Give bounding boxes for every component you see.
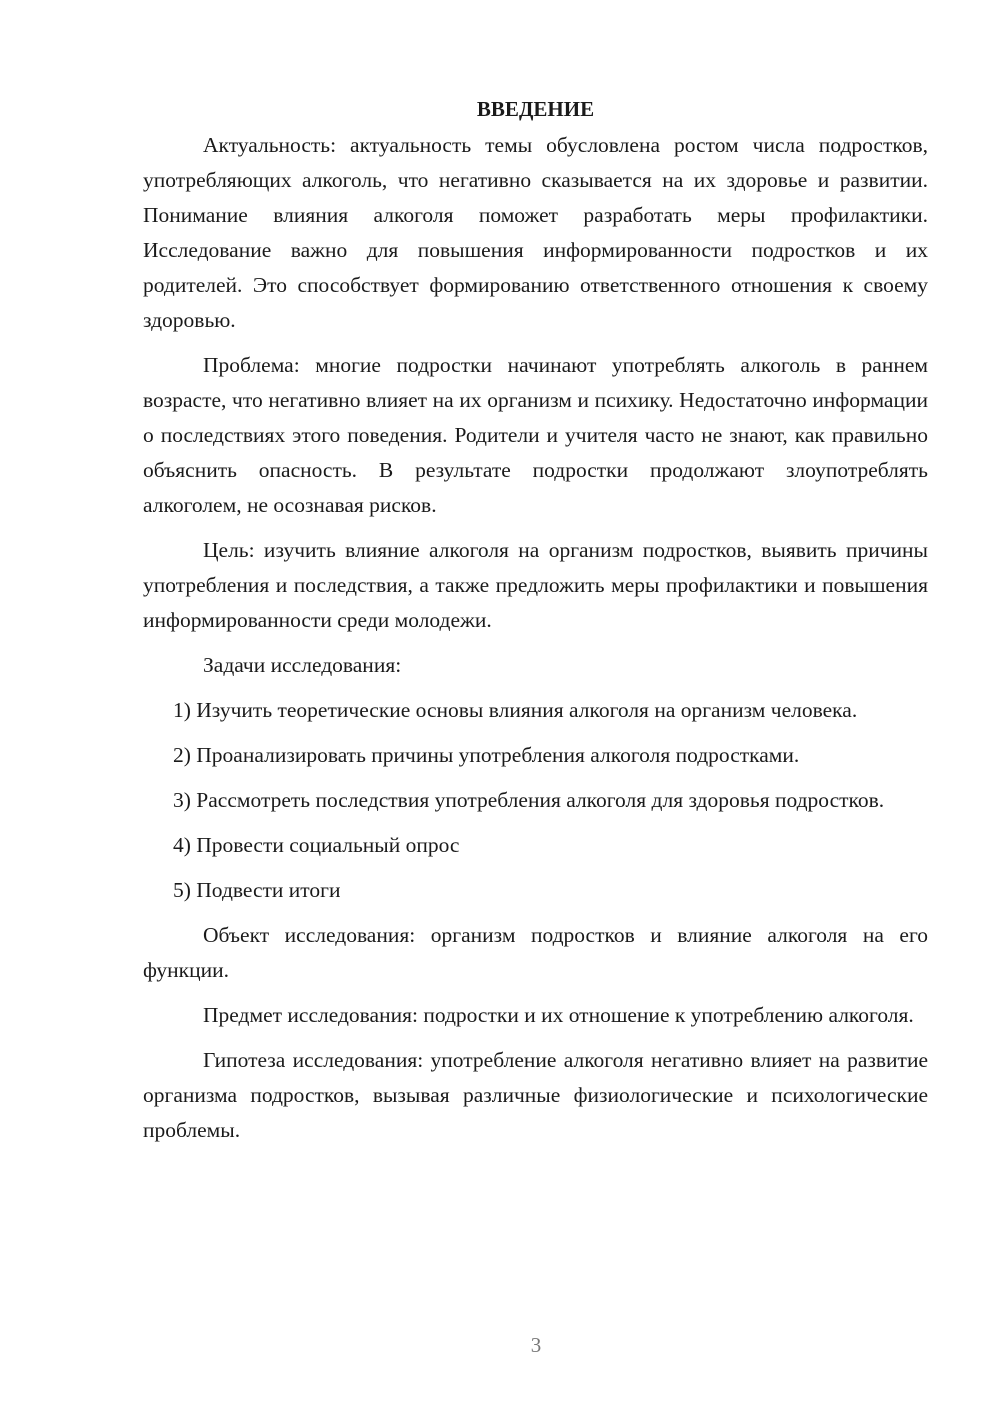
problem-paragraph: Проблема: многие подростки начинают употреблять алкоголь в раннем возрасте, что негативно влияет на их организм и психику. Недостаточно информации о последствиях этого поведения. Родители и учителя часто не знают, как правильно объяснить опасность. В результате подростки продолжают злоупотреблять алкоголем, не осознавая рисков. <box>143 353 928 517</box>
task-item: 1) Изучить теоретические основы влияния алкоголя на организм человека. <box>173 698 858 722</box>
relevance-paragraph: Актуальность: актуальность темы обусловлена ростом числа подростков, употребляющих алкоголь, что негативно сказывается на их здоровье и развитии. Понимание влияния алкоголя поможет разработать меры профилактики. Исследование важно для повышения информированности подростков и их родителей. Это способствует формированию ответственного отношения к своему здоровью. <box>143 133 928 332</box>
page-number: 3 <box>530 1333 542 1357</box>
section-title: ВВЕДЕНИЕ <box>476 97 595 121</box>
task-item: 3) Рассмотреть последствия употребления алкоголя для здоровья подростков. <box>173 788 885 812</box>
subject-paragraph: Предмет исследования: подростки и их отношение к употреблению алкоголя. <box>203 1003 914 1027</box>
task-item: 4) Провести социальный опрос <box>173 833 460 857</box>
goal-paragraph: Цель: изучить влияние алкоголя на организм подростков, выявить причины употребления и последствия, а также предложить меры профилактики и повышения информированности среди молодежи. <box>143 538 928 632</box>
object-paragraph: Объект исследования: организм подростков и влияние алкоголя на его функции. <box>143 923 928 982</box>
tasks-heading: Задачи исследования: <box>203 653 402 677</box>
document-page <box>143 92 928 1158</box>
task-item: 5) Подвести итоги <box>173 878 341 902</box>
hypothesis-paragraph: Гипотеза исследования: употребление алкоголя негативно влияет на развитие организма подростков, вызывая различные физиологические и психологические проблемы. <box>143 1048 928 1142</box>
task-item: 2) Проанализировать причины употребления алкоголя подростками. <box>173 743 800 767</box>
